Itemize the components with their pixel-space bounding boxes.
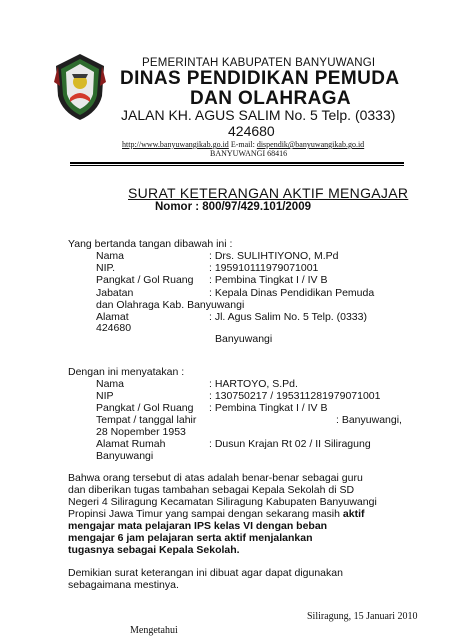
signer-jabatan-cont: dan Olahraga Kab. Banyuwangi <box>96 299 245 311</box>
place-date: Siliragung, 15 Januari 2010 <box>307 611 418 622</box>
teacher-ttl-label: Tempat / tanggal lahir <box>96 414 197 426</box>
teacher-pangkat-label: Pangkat / Gol Ruang <box>96 402 194 414</box>
teacher-ttl-value: : Banyuwangi, <box>336 414 402 426</box>
email-label: E-mail: <box>228 140 257 149</box>
letterhead-phone: 424680 <box>228 123 275 139</box>
letter-title: SURAT KETERANGAN AKTIF MENGAJAR <box>128 185 409 201</box>
signer-pangkat-label: Pangkat / Gol Ruang <box>96 274 194 286</box>
regency-emblem-icon <box>52 52 108 122</box>
teacher-nip-label: NIP <box>96 390 114 402</box>
statement-intro: Dengan ini menyatakan : <box>68 366 185 378</box>
body-line-4-bold: aktif <box>342 508 365 520</box>
letterhead-government: PEMERINTAH KABUPATEN BANYUWANGI <box>142 57 376 69</box>
body-line-5: mengajar mata pelajaran IPS kelas VI dengan beban <box>68 520 328 532</box>
letterhead-divider <box>70 162 404 164</box>
body-line-7: tugasnya sebagai Kepala Sekolah. <box>68 544 240 556</box>
signer-jabatan-value: : Kepala Dinas Pendidikan Pemuda <box>209 287 375 299</box>
teacher-nama-value: : HARTOYO, S.Pd. <box>209 378 298 390</box>
teacher-ttl-cont: 28 Nopember 1953 <box>96 426 186 438</box>
letterhead-contacts <box>122 140 364 149</box>
teacher-pangkat-value: : Pembina Tingkat I / IV B <box>209 402 328 414</box>
letter-number: Nomor : 800/97/429.101/2009 <box>155 201 311 213</box>
body-line-1: Bahwa orang tersebut di atas adalah benar-benar sebagai guru <box>68 472 363 484</box>
email-link[interactable]: dispendik@banyuwangikab.go.id <box>256 140 365 149</box>
signer-nama-label: Nama <box>96 250 125 262</box>
body-line-4 <box>68 508 365 520</box>
body-line-2: dan diberikan tugas tambahan sebagai Kepala Sekolah di SD <box>68 484 355 496</box>
signer-nip-label: NIP. <box>96 262 116 274</box>
closing-line-2: sebagaimana mestinya. <box>68 579 179 591</box>
signer-alamat-value: : Jl. Agus Salim No. 5 Telp. (0333) <box>209 311 367 323</box>
website-link[interactable]: http://www.banyuwangikab.go.id <box>122 140 229 149</box>
teacher-alamat-label: Alamat Rumah <box>96 438 166 450</box>
signer-nama-value: : Drs. SULIHTIYONO, M.Pd <box>209 250 339 262</box>
letterhead-agency-line2: DAN OLAHRAGA <box>190 88 352 109</box>
signer-alamat-cont2: Banyuwangi <box>215 333 273 345</box>
letterhead-city-code: BANYUWANGI 68416 <box>210 149 288 158</box>
signer-jabatan-label: Jabatan <box>96 287 134 299</box>
signer-alamat-label: Alamat <box>96 311 129 323</box>
signer-nip-value: : 195910111979071001 <box>209 262 319 274</box>
letterhead-address: JALAN KH. AGUS SALIM No. 5 Telp. (0333) <box>121 107 396 123</box>
signer-pangkat-value: : Pembina Tingkat I / IV B <box>209 274 328 286</box>
intro-text: Yang bertanda tangan dibawah ini : <box>68 238 233 250</box>
closing-line-1: Demikian surat keterangan ini dibuat agar dapat digunakan <box>68 567 343 579</box>
body-line-3: Negeri 4 Siliragung Kecamatan Siliragung Kabupaten Banyuwangi <box>68 496 377 508</box>
letterhead-agency-line1: DINAS PENDIDIKAN PEMUDA <box>120 68 400 89</box>
body-line-6: mengajar 6 jam pelajaran serta aktif menjalankan <box>68 532 313 544</box>
teacher-alamat-cont: Banyuwangi <box>96 450 154 462</box>
body-line-4-text: Propinsi Jawa Timur yang sampai dengan sekarang masih <box>68 508 343 520</box>
footer-partial: Mengetahui <box>130 625 178 636</box>
teacher-alamat-value: : Dusun Krajan Rt 02 / II Siliragung <box>209 438 371 450</box>
teacher-nama-label: Nama <box>96 378 125 390</box>
letterhead-divider-thin <box>70 165 404 166</box>
signer-alamat-cont1: 424680 <box>96 322 132 334</box>
teacher-nip-value: : 130750217 / 195311281979071001 <box>209 390 381 402</box>
